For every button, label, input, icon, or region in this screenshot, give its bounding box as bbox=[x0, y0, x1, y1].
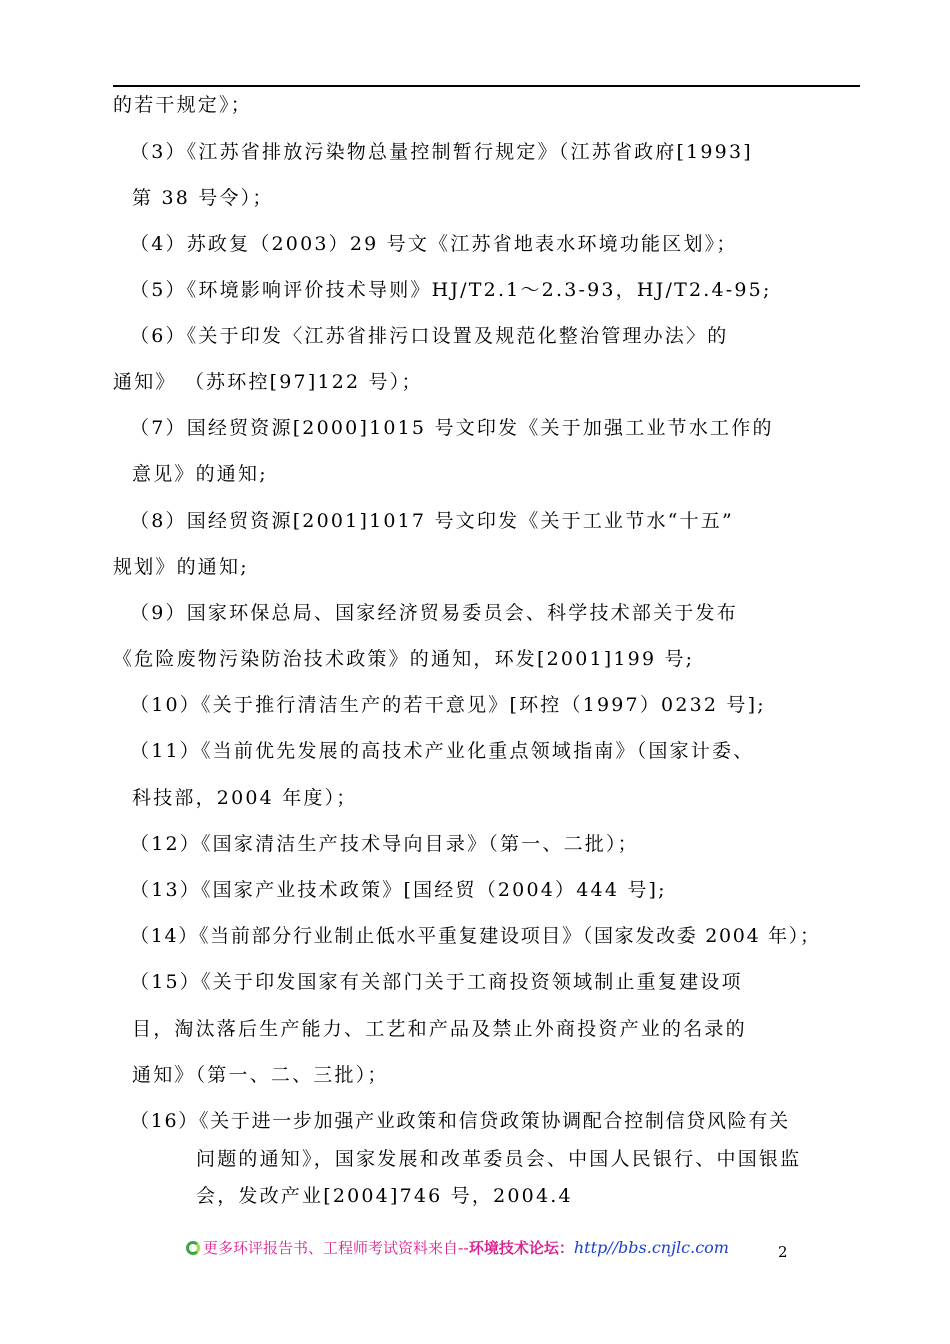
text-line: 通知》 （苏环控[97]122 号）； bbox=[113, 371, 423, 393]
text-line: （13）《国家产业技术政策》[国经贸（2004）444 号]; bbox=[130, 879, 667, 901]
header-rule bbox=[113, 85, 860, 87]
page-number: 2 bbox=[778, 1243, 788, 1261]
text-line: 规划》的通知; bbox=[113, 556, 249, 578]
text-line: 第 38 号令）； bbox=[132, 187, 274, 209]
text-line: （11）《当前优先发展的高技术产业化重点领域指南》（国家计委、 bbox=[130, 740, 755, 762]
leaf-logo-icon bbox=[186, 1241, 200, 1255]
text-line: 会，发改产业[2004]746 号，2004.4 bbox=[196, 1185, 573, 1207]
text-line: （15）《关于印发国家有关部门关于工商投资领域制止重复建设项 bbox=[130, 971, 743, 993]
text-line: 科技部，2004 年度）； bbox=[132, 787, 358, 809]
text-line: 《危险废物污染防治技术政策》的通知，环发[2001]199 号; bbox=[113, 648, 695, 670]
footer-link[interactable]: http//bbs.cnjlc.com bbox=[573, 1238, 729, 1257]
text-line: （7）国经贸资源[2000]1015 号文印发《关于加强工业节水工作的 bbox=[130, 417, 774, 439]
text-line: 的若干规定》； bbox=[113, 94, 252, 116]
text-line: 目，淘汰落后生产能力、工艺和产品及禁止外商投资产业的名录的 bbox=[132, 1018, 747, 1040]
text-line: （10）《关于推行清洁生产的若干意见》[环控（1997）0232 号]; bbox=[130, 694, 766, 716]
text-line: 意见》的通知; bbox=[132, 463, 268, 485]
text-line: （4）苏政复（2003）29 号文《江苏省地表水环境功能区划》； bbox=[130, 233, 738, 255]
text-line: （16）《关于进一步加强产业政策和信贷政策协调配合控制信贷风险有关 bbox=[130, 1110, 790, 1132]
footer-forum-name: 环境技术论坛： bbox=[468, 1239, 574, 1257]
text-line: （14）《当前部分行业制止低水平重复建设项目》（国家发改委 2004 年）； bbox=[130, 925, 821, 947]
text-line: （5）《环境影响评价技术导则》HJ/T2.1～2.3-93，HJ/T2.4-95; bbox=[130, 279, 772, 301]
footer-text: 更多环评报告书、工程师考试资料来自-- bbox=[203, 1239, 469, 1257]
text-line: （9）国家环保总局、国家经济贸易委员会、科学技术部关于发布 bbox=[130, 602, 738, 624]
footer-banner bbox=[186, 1238, 729, 1258]
text-line: 通知》（第一、二、三批）； bbox=[132, 1064, 389, 1086]
text-line: （8）国经贸资源[2001]1017 号文印发《关于工业节水“十五” bbox=[130, 510, 734, 532]
text-line: 问题的通知》，国家发展和改革委员会、中国人民银行、中国银监 bbox=[196, 1148, 802, 1170]
text-line: （6）《关于印发〈江苏省排污口设置及规范化整治管理办法〉的 bbox=[130, 325, 729, 347]
text-line: （3）《江苏省排放污染物总量控制暂行规定》（江苏省政府[1993] bbox=[130, 141, 753, 163]
text-line: （12）《国家清洁生产技术导向目录》（第一、二批）； bbox=[130, 833, 639, 855]
